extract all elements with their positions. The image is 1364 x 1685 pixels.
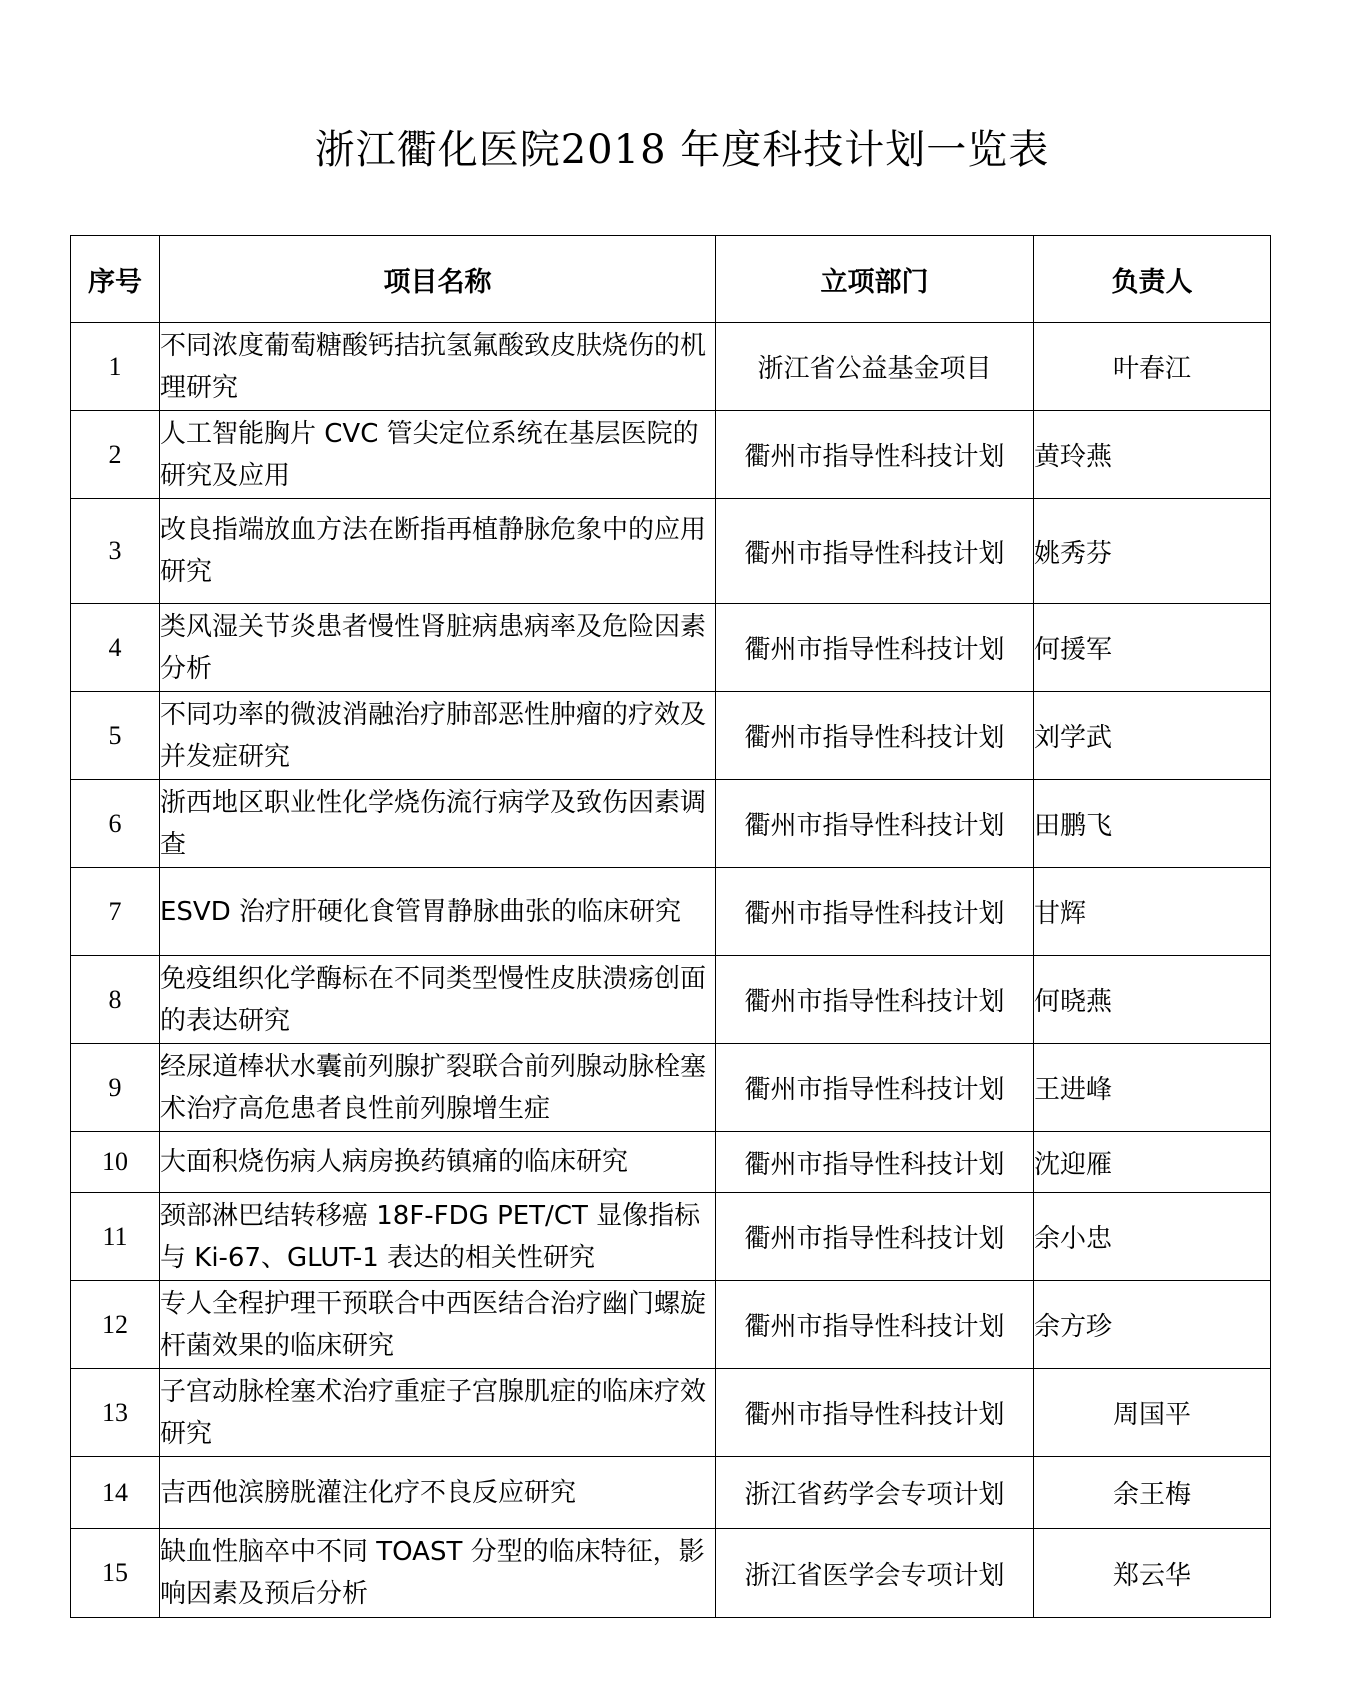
table-row: [71, 1529, 1271, 1618]
row-owner: 黄玲燕: [1034, 411, 1271, 499]
table-row: [71, 868, 1271, 956]
row-no: 4: [71, 604, 160, 692]
table-row: [71, 1457, 1271, 1529]
row-owner: 郑云华: [1034, 1529, 1271, 1618]
row-owner: 余王梅: [1034, 1457, 1271, 1529]
row-project-name: 人工智能胸片 CVC 管尖定位系统在基层医院的研究及应用: [160, 411, 716, 499]
row-project-name: 颈部淋巴结转移癌 18F-FDG PET/CT 显像指标与 Ki-67、GLUT-1 表达的相关性研究: [160, 1193, 716, 1281]
row-department: 衢州市指导性科技计划: [716, 780, 1034, 868]
table-row: [71, 1044, 1271, 1132]
row-owner: 何援军: [1034, 604, 1271, 692]
row-no: 12: [71, 1281, 160, 1369]
row-project-name: 吉西他滨膀胱灌注化疗不良反应研究: [160, 1457, 716, 1529]
row-department: 衢州市指导性科技计划: [716, 1193, 1034, 1281]
row-owner: 周国平: [1034, 1369, 1271, 1457]
row-project-name: ESVD 治疗肝硬化食管胃静脉曲张的临床研究: [160, 868, 716, 956]
row-project-name: 专人全程护理干预联合中西医结合治疗幽门螺旋杆菌效果的临床研究: [160, 1281, 716, 1369]
header-project-name: 项目名称: [160, 236, 716, 323]
row-department: 衢州市指导性科技计划: [716, 956, 1034, 1044]
row-no: 9: [71, 1044, 160, 1132]
row-department: 衢州市指导性科技计划: [716, 499, 1034, 604]
table-row: [71, 1132, 1271, 1193]
row-owner: 姚秀芬: [1034, 499, 1271, 604]
row-owner: 田鹏飞: [1034, 780, 1271, 868]
table-row: [71, 323, 1271, 411]
row-project-name: 免疫组织化学酶标在不同类型慢性皮肤溃疡创面的表达研究: [160, 956, 716, 1044]
table-row: [71, 1369, 1271, 1457]
table-row: [71, 780, 1271, 868]
row-department: 衢州市指导性科技计划: [716, 868, 1034, 956]
row-department: 衢州市指导性科技计划: [716, 1044, 1034, 1132]
row-no: 2: [71, 411, 160, 499]
row-department: 衢州市指导性科技计划: [716, 1281, 1034, 1369]
row-no: 13: [71, 1369, 160, 1457]
header-department: 立项部门: [716, 236, 1034, 323]
row-department: 浙江省医学会专项计划: [716, 1529, 1034, 1618]
table-row: [71, 499, 1271, 604]
row-owner: 甘辉: [1034, 868, 1271, 956]
row-owner: 沈迎雁: [1034, 1132, 1271, 1193]
row-project-name: 大面积烧伤病人病房换药镇痛的临床研究: [160, 1132, 716, 1193]
row-no: 10: [71, 1132, 160, 1193]
row-owner: 刘学武: [1034, 692, 1271, 780]
row-no: 15: [71, 1529, 160, 1618]
row-no: 8: [71, 956, 160, 1044]
row-no: 1: [71, 323, 160, 411]
table-row: [71, 1281, 1271, 1369]
table-row: [71, 956, 1271, 1044]
row-no: 14: [71, 1457, 160, 1529]
row-project-name: 改良指端放血方法在断指再植静脉危象中的应用研究: [160, 499, 716, 604]
table-row: [71, 604, 1271, 692]
header-no: 序号: [71, 236, 160, 323]
row-project-name: 子宫动脉栓塞术治疗重症子宫腺肌症的临床疗效研究: [160, 1369, 716, 1457]
row-project-name: 经尿道棒状水囊前列腺扩裂联合前列腺动脉栓塞术治疗高危患者良性前列腺增生症: [160, 1044, 716, 1132]
row-no: 3: [71, 499, 160, 604]
row-owner: 叶春江: [1034, 323, 1271, 411]
table-row: [71, 692, 1271, 780]
plan-table: [70, 235, 1271, 1618]
row-department: 衢州市指导性科技计划: [716, 1369, 1034, 1457]
row-no: 5: [71, 692, 160, 780]
row-no: 11: [71, 1193, 160, 1281]
row-project-name: 缺血性脑卒中不同 TOAST 分型的临床特征，影响因素及预后分析: [160, 1529, 716, 1618]
row-department: 浙江省药学会专项计划: [716, 1457, 1034, 1529]
row-project-name: 不同浓度葡萄糖酸钙拮抗氢氟酸致皮肤烧伤的机理研究: [160, 323, 716, 411]
row-department: 浙江省公益基金项目: [716, 323, 1034, 411]
row-project-name: 类风湿关节炎患者慢性肾脏病患病率及危险因素分析: [160, 604, 716, 692]
row-project-name: 不同功率的微波消融治疗肺部恶性肿瘤的疗效及并发症研究: [160, 692, 716, 780]
row-no: 6: [71, 780, 160, 868]
table-header-row: [71, 236, 1271, 323]
document-title: 浙江衢化医院2018 年度科技计划一览表: [314, 127, 1050, 173]
row-department: 衢州市指导性科技计划: [716, 604, 1034, 692]
row-owner: 余方珍: [1034, 1281, 1271, 1369]
header-owner: 负责人: [1034, 236, 1271, 323]
row-owner: 余小忠: [1034, 1193, 1271, 1281]
row-owner: 何晓燕: [1034, 956, 1271, 1044]
row-owner: 王进峰: [1034, 1044, 1271, 1132]
row-department: 衢州市指导性科技计划: [716, 411, 1034, 499]
row-department: 衢州市指导性科技计划: [716, 1132, 1034, 1193]
table-row: [71, 1193, 1271, 1281]
row-no: 7: [71, 868, 160, 956]
row-department: 衢州市指导性科技计划: [716, 692, 1034, 780]
row-project-name: 浙西地区职业性化学烧伤流行病学及致伤因素调查: [160, 780, 716, 868]
table-row: [71, 411, 1271, 499]
